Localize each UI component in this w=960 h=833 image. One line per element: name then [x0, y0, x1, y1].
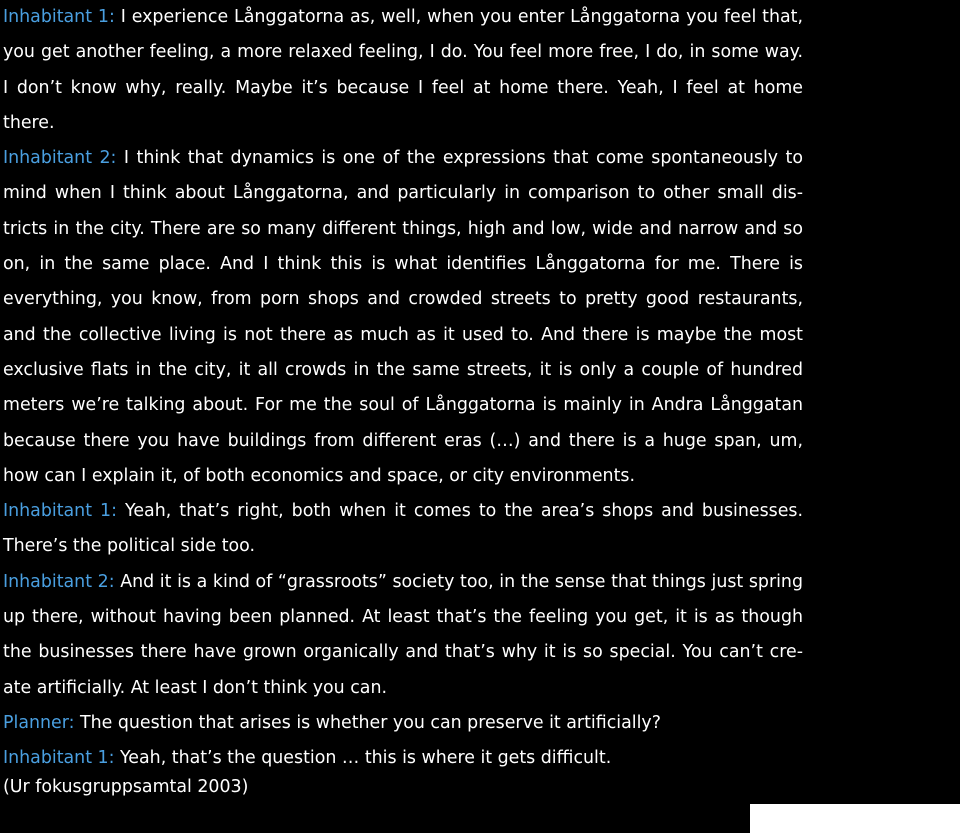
dialogue-transcript — [3, 0, 803, 777]
white-box — [750, 804, 960, 833]
speaker-label: Inhabitant 1: — [3, 501, 117, 522]
speaker-label: Planner: — [3, 712, 75, 733]
speech-text: And it is a kind of “grassroots” society too, in the sense that things just spring up there, without having been planned. At least that’s the feeling you get, it is as though the businesses there have grown organically and that’s why it is so special. You can’t create artificially. At least I don’t think you can. — [3, 571, 803, 698]
speech-text: I think that dynamics is one of the expressions that come spontaneously to mind when I think about Långgatorna, and particularly in comparison to other small districts in the city. There are so many different things, high and low, wide and narrow and so on, in the same place. And I think this is what identifies Långgatorna for me. There is everything, you know, from porn shops and crowded streets to pretty good restaurants, and the collective living is not there as much as it used to. And there is maybe the most exclusive flats in the city, it all crowds in the same streets, it is only a couple of hundred meters we’re talking about. For me the soul of Långgatorna is mainly in Andra Långgatan because there you have buildings from different eras (…) and there is a huge span, um, how can I explain it, of both economics and space, or city environments. — [3, 148, 804, 486]
speech-text: I experience Långgatorna as, well, when you enter Långgatorna you feel that, you get another feeling, a more relaxed feeling, I do. You feel more free, I do, in some way. I don’t know why, really. Maybe it’s because I feel at home there. Yeah, I feel at home there. — [3, 7, 804, 133]
speech-text: The question that arises is whether you can preserve it artificially? — [79, 712, 661, 733]
dialogue-turn — [3, 0, 803, 141]
source-citation: (Ur fokusgruppsamtal 2003) — [3, 777, 249, 797]
speaker-label: Inhabitant 1: — [3, 7, 115, 27]
dialogue-turn — [3, 706, 803, 741]
speaker-label: Inhabitant 1: — [3, 748, 115, 769]
speaker-label: Inhabitant 2: — [3, 148, 117, 169]
dialogue-turn — [3, 565, 803, 706]
speech-text: Yeah, that’s right, both when it comes to the area’s shops and businesses. There’s the political side too. — [3, 501, 804, 557]
dialogue-turn — [3, 141, 803, 494]
dialogue-turn — [3, 494, 803, 565]
speech-text: Yeah, that’s the question … this is where it gets difficult. — [120, 748, 612, 769]
speaker-label: Inhabitant 2: — [3, 571, 115, 592]
